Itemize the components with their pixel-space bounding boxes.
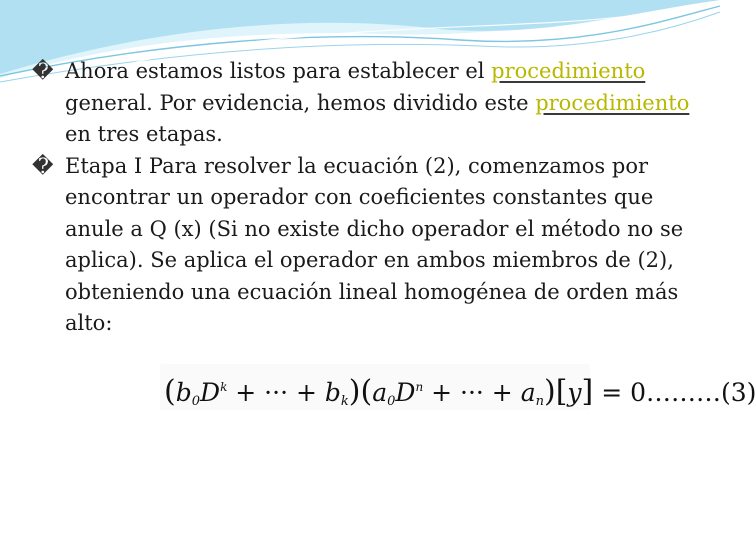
equation-dots: ………	[646, 378, 721, 407]
link-procedimiento-2[interactable]: procedimiento	[535, 90, 690, 115]
equation-3: ($b_0D^k$ + ··· + $b_k)(a_0D^n$ + ··· + $a_n)[y]$ = 0………(3)	[160, 364, 590, 410]
paragraph-intro	[32, 56, 702, 151]
missing-glyph-icon: �	[32, 153, 54, 178]
link-procedimiento-1[interactable]: procedimiento	[491, 59, 646, 83]
equation-label: (3)	[721, 378, 756, 407]
slide-body	[32, 56, 702, 340]
paragraph-etapa-1	[32, 151, 702, 340]
intro-text-middle: general. Por evidencia, hemos dividido este	[65, 90, 536, 115]
missing-glyph-icon: �	[32, 59, 54, 83]
intro-text-end: en tres etapas.	[65, 122, 223, 146]
intro-text-start: Ahora estamos listos para establecer el	[65, 59, 492, 83]
etapa-1-text: Etapa I Para resolver la ecuación (2), comenzamos por encontrar un operador con coeficientes constantes que anule a Q (x) (Si no existe dicho operador el método no se aplica). Se aplica el operador en ambos miembros de (2), obteniendo una ecuación lineal homogénea de orden más alto:	[65, 153, 684, 335]
